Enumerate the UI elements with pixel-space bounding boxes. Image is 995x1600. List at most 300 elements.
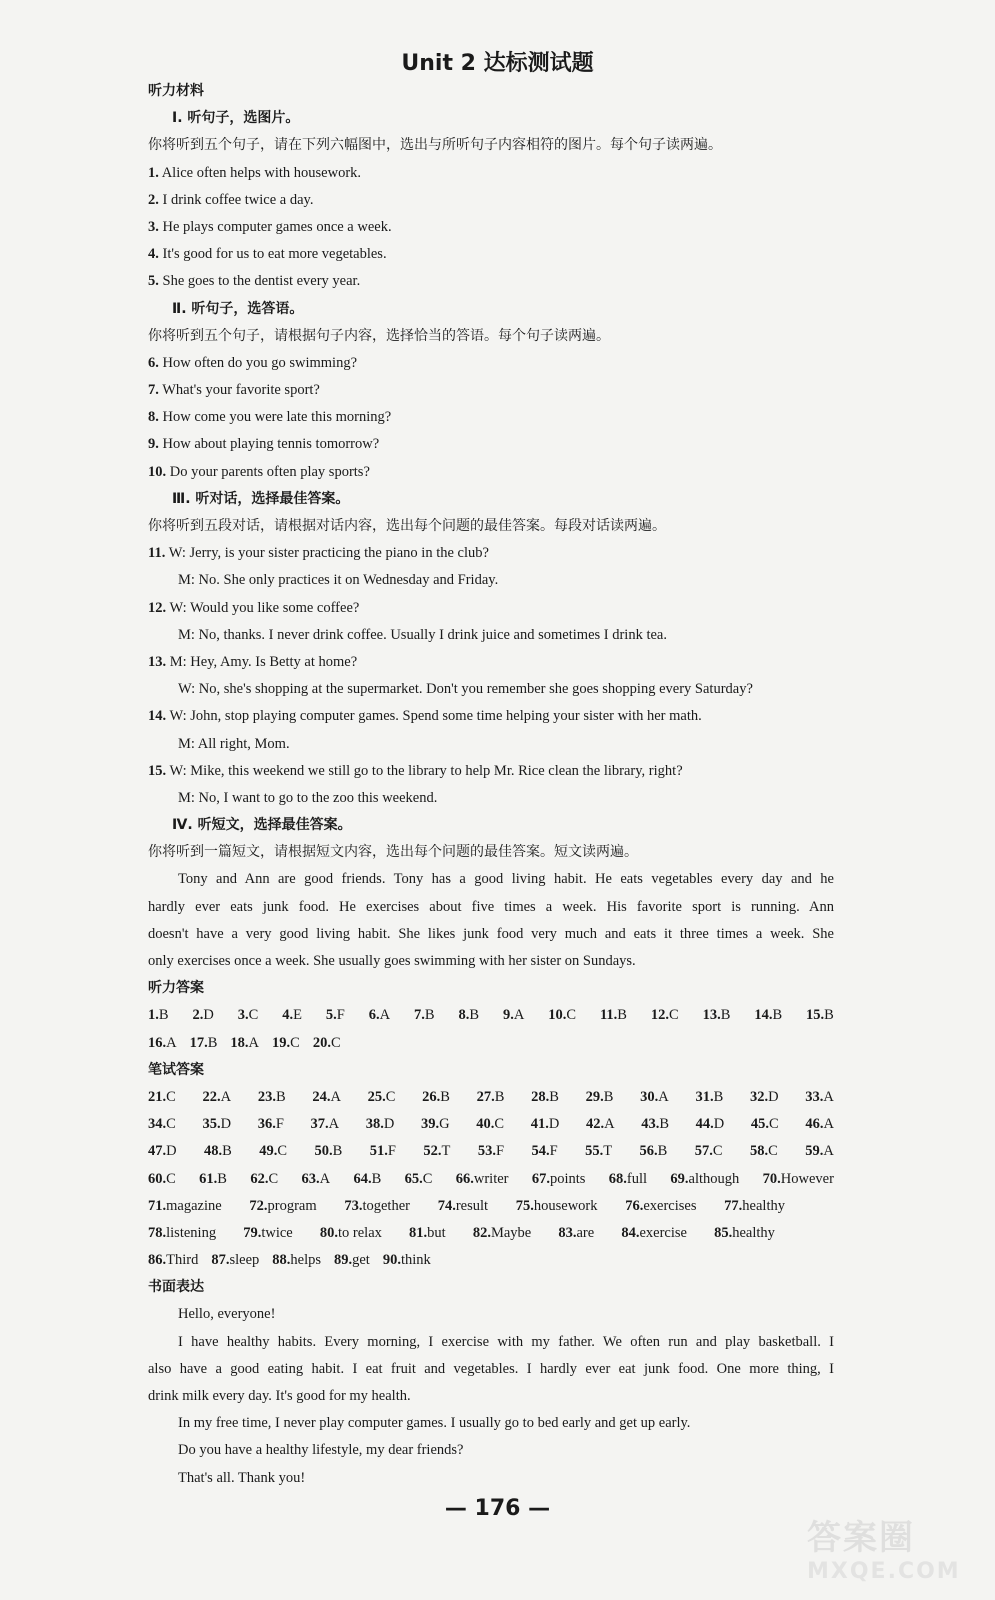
answer-number: 50. [314, 1143, 333, 1160]
answer-value: but [427, 1224, 446, 1241]
item-text: How often do you go swimming? [158, 354, 358, 371]
item-number: 8. [148, 409, 159, 426]
content [148, 78, 848, 1492]
answer-value: healthy [742, 1197, 785, 1214]
answer-item [148, 1002, 169, 1029]
answer-number: 79. [243, 1224, 262, 1241]
writing-closing: That's all. Thank you! [178, 1469, 306, 1486]
writing-para3: Do you have a healthy lifestyle, my dear friends? [178, 1442, 464, 1459]
part2-heading: Ⅱ. 听句子，选答语。 [172, 300, 304, 317]
answer-value: helps [290, 1252, 321, 1269]
answer-number: 14. [754, 1007, 773, 1024]
answer-value: T [603, 1143, 613, 1160]
answer-number: 28. [531, 1088, 550, 1105]
answer-number: 26. [422, 1088, 441, 1105]
answer-value: B [440, 1088, 450, 1105]
answer-value: C [422, 1170, 433, 1187]
item-number: 10. [148, 463, 167, 480]
item-number: 6. [148, 354, 159, 371]
answer-number: 67. [531, 1170, 550, 1187]
item-number: 1. [148, 164, 159, 181]
answer-item [315, 1138, 343, 1165]
answer-number: 37. [310, 1116, 329, 1133]
answer-number: 40. [476, 1116, 495, 1133]
answer-value: C [712, 1143, 723, 1160]
answer-item [531, 1138, 557, 1165]
answer-value: F [495, 1143, 505, 1160]
item-number: 2. [148, 191, 159, 208]
item-text: How about playing tennis tomorrow? [158, 436, 380, 453]
answer-value: D [713, 1116, 725, 1133]
item-text: What's your favorite sport? [158, 382, 320, 399]
writing-heading: 书面表达 [148, 1279, 204, 1296]
answer-item [204, 1138, 232, 1165]
answer-number: 38. [365, 1116, 384, 1133]
answer-number: 5. [325, 1007, 337, 1024]
item-number: 11. [148, 545, 166, 562]
answer-number: 17. [189, 1034, 208, 1051]
answer-number: 85. [714, 1224, 733, 1241]
written-answers-row [148, 1138, 834, 1165]
answer-number: 2. [192, 1007, 204, 1024]
dialogue-reply: M: All right, Mom. [178, 735, 290, 752]
dialogue-text: W: Mike, this weekend we still go to the library to help Mr. Rice clean the library, right? [166, 762, 683, 779]
answer-item [148, 1247, 198, 1274]
answer-number: 61. [199, 1170, 218, 1187]
answer-item [312, 1084, 341, 1111]
answer-item [695, 1138, 723, 1165]
answer-number: 71. [148, 1197, 167, 1214]
answer-value: D [220, 1116, 232, 1133]
answer-number: 66. [455, 1170, 474, 1187]
answer-item [423, 1138, 450, 1165]
answer-item [313, 1030, 341, 1057]
answer-item [326, 1002, 345, 1029]
answer-number: 88. [272, 1252, 291, 1269]
answer-item [190, 1030, 218, 1057]
answer-number: 47. [148, 1143, 167, 1160]
answer-item [366, 1111, 395, 1138]
answer-value: A [248, 1034, 260, 1051]
item-text: Alice often helps with housework. [158, 164, 362, 181]
answer-value: program [267, 1197, 317, 1214]
answer-number: 25. [367, 1088, 386, 1105]
answer-value: full [626, 1170, 648, 1187]
answer-item [456, 1166, 509, 1193]
written-answers-row [148, 1193, 798, 1220]
answer-value: exercises [643, 1197, 697, 1214]
dialogue-text: W: Jerry, is your sister practicing the piano in the club? [165, 545, 489, 562]
listening-header: 听力材料 [148, 83, 204, 99]
answer-number: 6. [368, 1007, 380, 1024]
answer-number: 36. [257, 1116, 276, 1133]
part2-instruction: 你将听到五个句子，请根据句子内容，选择恰当的答语。每个句子读两遍。 [148, 327, 610, 344]
answer-number: 56. [639, 1143, 658, 1160]
watermark-top: 答案圈 [807, 1518, 915, 1558]
writing-para1 [148, 1329, 848, 1411]
answer-number: 63. [301, 1170, 320, 1187]
answer-value: are [576, 1224, 595, 1241]
answer-value: B [275, 1088, 286, 1105]
answer-value: D [548, 1116, 560, 1133]
answer-value: A [330, 1088, 341, 1105]
answer-item [696, 1111, 725, 1138]
answer-value: B [217, 1170, 227, 1187]
item-text: Do your parents often play sports? [166, 463, 370, 480]
answer-number: 53. [477, 1143, 496, 1160]
answer-value: Maybe [490, 1224, 532, 1241]
answer-number: 86. [148, 1252, 167, 1269]
item-text: He plays computer games once a week. [158, 218, 392, 235]
answer-value: A [823, 1143, 834, 1160]
answer-number: 70. [762, 1170, 781, 1187]
answer-value: together [362, 1197, 410, 1214]
answer-value: A [379, 1007, 391, 1024]
dialogue-line [148, 649, 848, 676]
answer-number: 9. [502, 1007, 514, 1024]
answer-value: C [566, 1007, 577, 1024]
answer-number: 16. [148, 1034, 167, 1051]
answer-value: C [385, 1088, 396, 1105]
answer-value: C [248, 1007, 259, 1024]
answer-number: 1. [148, 1007, 159, 1024]
answer-value: B [549, 1088, 559, 1105]
answer-value: B [469, 1007, 480, 1024]
answer-number: 42. [585, 1116, 605, 1133]
answer-value: points [549, 1170, 586, 1187]
answer-item [459, 1002, 480, 1029]
answer-item [148, 1030, 177, 1057]
answer-item [259, 1138, 287, 1165]
dialogue-line [148, 758, 848, 785]
answer-number: 48. [204, 1143, 223, 1160]
answer-value: B [824, 1007, 834, 1024]
answer-item [805, 1084, 834, 1111]
answer-value: A [823, 1116, 834, 1133]
answer-number: 15. [806, 1007, 825, 1024]
answer-value: D [166, 1143, 177, 1160]
item-number: 3. [148, 218, 159, 235]
answer-number: 20. [312, 1034, 331, 1051]
dialogue-line [148, 703, 848, 730]
answer-value: A [604, 1116, 615, 1133]
answer-value: A [328, 1116, 340, 1133]
answer-number: 84. [621, 1224, 640, 1241]
answer-number: 11. [599, 1007, 618, 1024]
dialogue-reply: M: No, I want to go to the zoo this weekend. [178, 789, 438, 806]
answer-item [477, 1084, 505, 1111]
answer-item [311, 1111, 340, 1138]
item-text: She goes to the dentist every year. [158, 273, 361, 290]
answer-number: 76. [625, 1197, 644, 1214]
answer-value: healthy [732, 1224, 775, 1241]
answer-number: 72. [249, 1197, 268, 1214]
answer-value: C [669, 1007, 679, 1024]
answer-item [258, 1084, 286, 1111]
part2-items [148, 350, 848, 486]
answer-value: B [657, 1143, 668, 1160]
answer-value: B [659, 1116, 670, 1133]
answer-number: 80. [319, 1224, 339, 1241]
answer-value: twice [261, 1224, 293, 1241]
answer-item [703, 1002, 731, 1029]
answer-number: 32. [749, 1088, 769, 1105]
answer-value: B [207, 1034, 218, 1051]
dialogue-reply: M: No. She only practices it on Wednesday and Friday. [178, 572, 499, 589]
answer-number: 55. [585, 1143, 604, 1160]
answer-value: C [166, 1088, 176, 1105]
listening-answers-row [148, 1030, 848, 1057]
item-text: How come you were late this morning? [158, 409, 392, 426]
list-item [148, 431, 848, 458]
answer-item [670, 1166, 739, 1193]
answer-item [805, 1111, 834, 1138]
answer-number: 51. [369, 1143, 388, 1160]
answer-value: B [713, 1088, 724, 1105]
answer-value: housework [533, 1197, 598, 1214]
written-answers-row [148, 1220, 788, 1247]
answer-value: B [222, 1143, 232, 1160]
answer-item [344, 1193, 410, 1220]
answer-item [249, 1193, 316, 1220]
answer-item [238, 1002, 259, 1029]
answer-value: B [603, 1088, 614, 1105]
answer-item [750, 1138, 778, 1165]
answer-value: B [617, 1007, 627, 1024]
answer-number: 75. [515, 1197, 534, 1214]
answer-value: T [441, 1143, 451, 1160]
answer-number: 22. [202, 1088, 221, 1105]
answer-number: 57. [694, 1143, 713, 1160]
answer-value: A [166, 1034, 177, 1051]
answer-number: 74. [437, 1197, 456, 1214]
answer-number: 43. [641, 1116, 660, 1133]
answer-item [148, 1166, 176, 1193]
answer-item [438, 1193, 488, 1220]
part4-instruction: 你将听到一篇短文，请根据短文内容，选出每个问题的最佳答案。短文读两遍。 [148, 844, 638, 861]
answer-value: A [823, 1088, 834, 1105]
dialogue-reply: W: No, she's shopping at the supermarket. Don't you remember she goes shopping every Saturday? [178, 681, 753, 698]
answer-item [282, 1002, 302, 1029]
answer-value: F [336, 1007, 345, 1024]
list-item [148, 160, 848, 187]
answer-value: B [371, 1170, 382, 1187]
answer-number: 60. [148, 1170, 167, 1187]
item-number: 14. [148, 708, 167, 725]
answer-value: think [400, 1252, 431, 1269]
dialogue-text: W: Would you like some coffee? [166, 599, 360, 616]
answer-item [548, 1002, 576, 1029]
answer-number: 33. [805, 1088, 824, 1105]
answer-value: C [330, 1034, 341, 1051]
answer-item [558, 1220, 594, 1247]
item-number: 5. [148, 273, 159, 290]
dialogue-line [148, 540, 848, 567]
answer-number: 73. [344, 1197, 363, 1214]
answer-number: 64. [353, 1170, 372, 1187]
answer-value: to relax [338, 1224, 382, 1241]
answer-number: 41. [530, 1116, 549, 1133]
answer-item [243, 1220, 293, 1247]
listening-answers-row [148, 1002, 834, 1029]
dialogue-text: W: John, stop playing computer games. Spend some time helping your sister with her math. [166, 708, 702, 725]
list-item [148, 241, 848, 268]
part4-passage [148, 866, 848, 975]
answer-value: D [203, 1007, 214, 1024]
answer-item [609, 1166, 647, 1193]
answer-value: C [290, 1034, 300, 1051]
part4-heading: Ⅳ. 听短文，选择最佳答案。 [172, 817, 352, 834]
answer-value: However [780, 1170, 834, 1187]
answer-number: 29. [585, 1088, 604, 1105]
part3-instruction: 你将听到五段对话，请根据对话内容，选出每个问题的最佳答案。每段对话读两遍。 [148, 518, 666, 534]
answer-value: B [772, 1007, 783, 1024]
dialogue-reply: M: No, thanks. I never drink coffee. Usually I drink juice and sometimes I drink tea. [178, 626, 667, 643]
written-answers-row [148, 1166, 834, 1193]
list-item [148, 214, 848, 241]
answer-value: D [383, 1116, 395, 1133]
answer-number: 18. [230, 1034, 249, 1051]
answer-item [250, 1166, 278, 1193]
answer-value: D [768, 1088, 779, 1105]
list-item [148, 350, 848, 377]
answer-item [203, 1084, 232, 1111]
answer-value: C [494, 1116, 505, 1133]
answer-value: B [424, 1007, 435, 1024]
item-text: I drink coffee twice a day. [158, 191, 314, 208]
answer-number: 35. [202, 1116, 221, 1133]
answer-number: 21. [148, 1088, 167, 1105]
answer-item [503, 1002, 524, 1029]
written-answers-row [148, 1111, 834, 1138]
passage-line: also have a good eating habit. I eat fruit and vegetables. I hardly ever eat junk food. One more thing, I [148, 1360, 834, 1377]
list-item [148, 268, 848, 295]
answer-item [211, 1247, 259, 1274]
answer-item [148, 1193, 222, 1220]
answer-item [641, 1111, 669, 1138]
answer-item [531, 1084, 559, 1111]
list-item [148, 187, 848, 214]
answer-item [301, 1166, 330, 1193]
answer-item [148, 1111, 176, 1138]
answer-item [369, 1002, 390, 1029]
part3-dialogues [148, 540, 848, 812]
writing-greeting: Hello, everyone! [178, 1306, 276, 1323]
answer-value: Third [166, 1252, 199, 1269]
answer-number: 89. [334, 1252, 353, 1269]
item-number: 15. [148, 762, 167, 779]
writing-para2: In my free time, I never play computer games. I usually go to bed early and get up early. [178, 1415, 691, 1432]
answer-number: 24. [312, 1088, 331, 1105]
part1-items [148, 160, 848, 296]
written-answers-row [148, 1084, 834, 1111]
answer-number: 7. [414, 1007, 425, 1024]
answer-item [651, 1002, 679, 1029]
answer-item [409, 1220, 446, 1247]
passage-line: Tony and Ann are good friends. Tony has a good living habit. He eats vegetables every day and he [178, 871, 834, 888]
item-number: 13. [148, 653, 167, 670]
answer-item [695, 1084, 723, 1111]
answer-number: 27. [476, 1088, 495, 1105]
answer-value: A [658, 1088, 669, 1105]
answer-item [148, 1220, 216, 1247]
answer-item [383, 1247, 431, 1274]
answer-item [478, 1138, 504, 1165]
answer-item [750, 1084, 779, 1111]
answer-value: B [332, 1143, 343, 1160]
answer-number: 23. [257, 1088, 276, 1105]
answer-item [421, 1111, 450, 1138]
answer-value: C [166, 1116, 176, 1133]
answer-value: A [513, 1007, 525, 1024]
watermark-bottom: MXQE.COM [807, 1559, 961, 1584]
part1-instruction: 你将听到五个句子，请在下列六幅图中，选出与所听句子内容相符的图片。每个句子读两遍。 [148, 137, 722, 154]
part1-heading: Ⅰ. 听句子，选图片。 [172, 110, 300, 127]
answer-number: 77. [724, 1197, 743, 1214]
answer-item [272, 1247, 321, 1274]
answer-item [532, 1166, 586, 1193]
answer-item [405, 1166, 433, 1193]
answer-item [640, 1138, 668, 1165]
item-number: 12. [148, 599, 167, 616]
answer-item [621, 1220, 687, 1247]
answer-number: 49. [259, 1143, 278, 1160]
passage-line: hardly ever eats junk food. He exercises about five times a week. His favorite sport is running. Ann [148, 898, 834, 915]
answer-number: 13. [702, 1007, 721, 1024]
answer-item [334, 1247, 370, 1274]
answer-value: magazine [166, 1197, 222, 1214]
answer-value: although [688, 1170, 740, 1187]
dialogue-text: M: Hey, Amy. Is Betty at home? [166, 653, 358, 670]
answer-item [414, 1002, 435, 1029]
answer-item [272, 1030, 300, 1057]
answer-item [368, 1084, 396, 1111]
answer-number: 69. [670, 1170, 689, 1187]
answer-item [202, 1111, 231, 1138]
answer-number: 31. [695, 1088, 714, 1105]
answer-number: 68. [608, 1170, 627, 1187]
answer-number: 39. [421, 1116, 440, 1133]
answer-value: C [268, 1170, 279, 1187]
answer-value: listening [166, 1224, 217, 1241]
answer-item [370, 1138, 396, 1165]
answer-item [640, 1084, 669, 1111]
answer-value: B [158, 1007, 169, 1024]
passage-line: doesn't have a very good living habit. She likes junk food very much and eats it three times a week. She [148, 925, 834, 942]
answer-value: C [277, 1143, 288, 1160]
passage-line: drink milk every day. It's good for my health. [148, 1388, 411, 1404]
answer-item [763, 1166, 834, 1193]
answer-number: 8. [458, 1007, 470, 1024]
item-number: 4. [148, 246, 159, 263]
item-text: It's good for us to eat more vegetables. [158, 246, 387, 263]
answer-number: 3. [237, 1007, 249, 1024]
answer-number: 4. [282, 1007, 294, 1024]
answer-item [586, 1084, 614, 1111]
answer-item [585, 1138, 612, 1165]
answer-item [422, 1084, 450, 1111]
answer-number: 58. [749, 1143, 769, 1160]
answer-value: F [549, 1143, 558, 1160]
answer-value: result [455, 1197, 489, 1214]
answer-number: 78. [148, 1224, 167, 1241]
answer-number: 59. [805, 1143, 824, 1160]
item-number: 7. [148, 382, 159, 399]
answer-item [600, 1002, 627, 1029]
answer-number: 62. [250, 1170, 269, 1187]
answer-number: 90. [382, 1252, 401, 1269]
answer-value: get [352, 1252, 370, 1269]
